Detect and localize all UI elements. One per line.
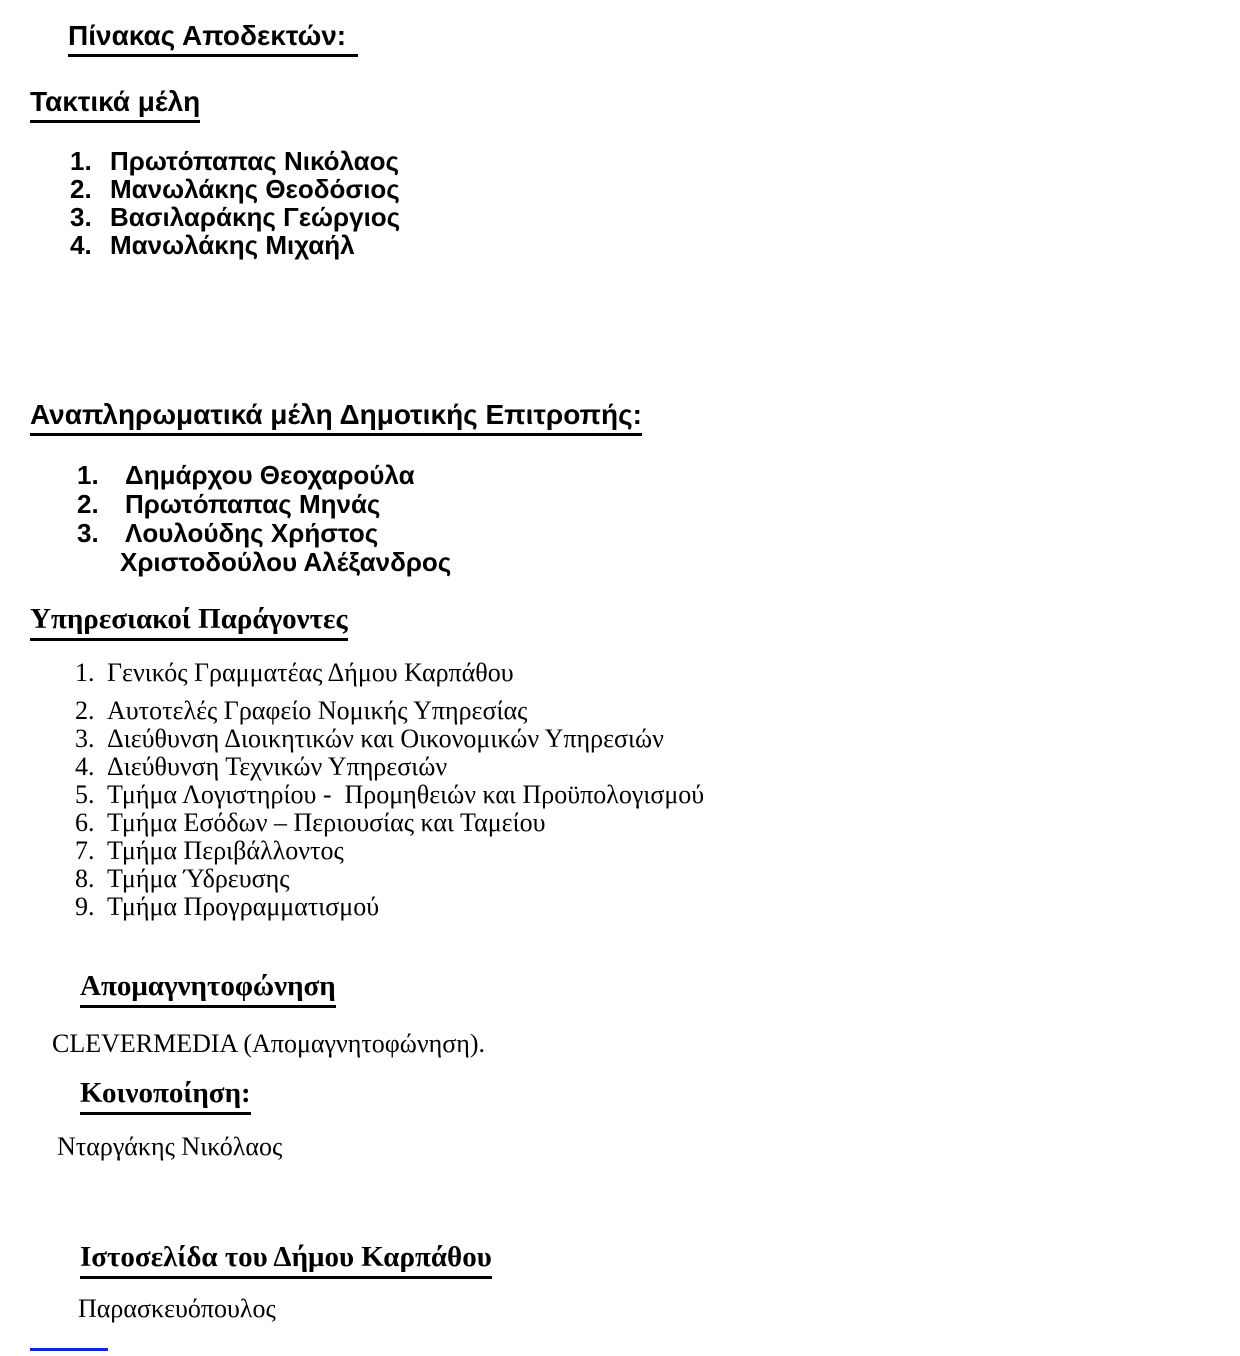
list-item-number	[77, 519, 125, 548]
clipped-hyperlink-line	[30, 1348, 108, 1351]
transcription-heading	[80, 971, 336, 1008]
service-officials-heading-text: Υπηρεσιακοί Παράγοντες	[30, 604, 348, 641]
list-item	[75, 865, 704, 893]
list-item	[77, 519, 451, 548]
list-item	[70, 203, 400, 231]
transcription-heading-text: Απομαγνητοφώνηση	[80, 971, 336, 1008]
list-item-text: Βασιλαράκης Γεώργιος	[110, 202, 401, 232]
list-item	[70, 231, 400, 259]
list-item-number	[75, 781, 107, 809]
website-heading-text: Ιστοσελίδα του Δήμου Καρπάθου	[80, 1242, 492, 1279]
list-item-unnumbered	[77, 548, 451, 577]
list-item	[75, 697, 704, 725]
list-item-number	[75, 865, 107, 893]
list-item	[75, 659, 704, 687]
list-item-text: Τμήμα Περιβάλλοντος	[107, 836, 344, 865]
alternate-members-heading-text: Αναπληρωματικά μέλη Δημοτικής Επιτροπής:	[30, 399, 642, 436]
list-item	[75, 837, 704, 865]
list-item	[75, 809, 704, 837]
list-item-text: Μανωλάκης Μιχαήλ	[110, 230, 355, 260]
list-item-number	[70, 147, 110, 175]
list-item-text: Τμήμα Ύδρευσης	[107, 864, 290, 893]
service-officials-list	[75, 659, 704, 921]
list-item-number	[75, 725, 107, 753]
regular-members-heading	[30, 86, 200, 123]
list-item-number	[75, 893, 107, 921]
service-officials-heading	[30, 604, 348, 641]
website-heading	[80, 1242, 492, 1279]
list-item-text: Χριστοδούλου Αλέξανδρος	[120, 547, 452, 577]
list-item-number	[77, 490, 125, 519]
list-item-text: Τμήμα Λογιστηρίου - Προμηθειών και Προϋπολογισμού	[107, 780, 705, 809]
list-item-text: Τμήμα Προγραμματισμού	[107, 892, 380, 921]
list-item	[70, 175, 400, 203]
list-item-text: Γενικός Γραμματέας Δήμου Καρπάθου	[107, 658, 514, 687]
list-item	[75, 753, 704, 781]
list-item	[77, 461, 451, 490]
list-item-text: Λουλούδης Χρήστος	[125, 518, 379, 548]
list-item-text: Πρωτόπαπας Μηνάς	[125, 489, 381, 519]
recipients-title-text: Πίνακας Αποδεκτών:	[68, 20, 358, 57]
list-item-text: Δημάρχου Θεοχαρούλα	[125, 460, 415, 490]
list-item-number	[75, 809, 107, 837]
regular-members-heading-text: Τακτικά μέλη	[30, 86, 200, 123]
list-item-text: Τμήμα Εσόδων – Περιουσίας και Ταμείου	[107, 808, 546, 837]
alternate-members-heading	[30, 399, 642, 436]
notification-heading	[80, 1078, 251, 1115]
list-item-number	[70, 231, 110, 259]
transcription-body: CLEVERMEDIA (Απομαγνητοφώνηση).	[52, 1029, 486, 1058]
regular-members-list	[70, 147, 400, 259]
list-item-number	[70, 175, 110, 203]
list-item-number	[75, 659, 107, 687]
recipients-title	[68, 20, 358, 57]
list-item	[75, 893, 704, 921]
list-item-number	[77, 461, 125, 490]
website-body: Παρασκευόπουλος	[78, 1294, 276, 1323]
list-item-text: Μανωλάκης Θεοδόσιος	[110, 174, 400, 204]
notification-body: Νταργάκης Νικόλαος	[57, 1132, 283, 1161]
list-item-number	[75, 837, 107, 865]
list-item	[75, 781, 704, 809]
list-item-text: Διεύθυνση Διοικητικών και Οικονομικών Υπηρεσιών	[107, 724, 664, 753]
list-item	[75, 725, 704, 753]
list-item-text: Αυτοτελές Γραφείο Νομικής Υπηρεσίας	[107, 696, 528, 725]
list-item	[77, 490, 451, 519]
list-item	[70, 147, 400, 175]
alternate-members-list	[77, 461, 451, 577]
list-item-text: Διεύθυνση Τεχνικών Υπηρεσιών	[107, 752, 448, 781]
list-item-number	[75, 753, 107, 781]
list-item-text: Πρωτόπαπας Νικόλαος	[110, 146, 399, 176]
list-item-number	[75, 697, 107, 725]
list-item-number	[70, 203, 110, 231]
notification-heading-text: Κοινοποίηση:	[80, 1078, 251, 1115]
